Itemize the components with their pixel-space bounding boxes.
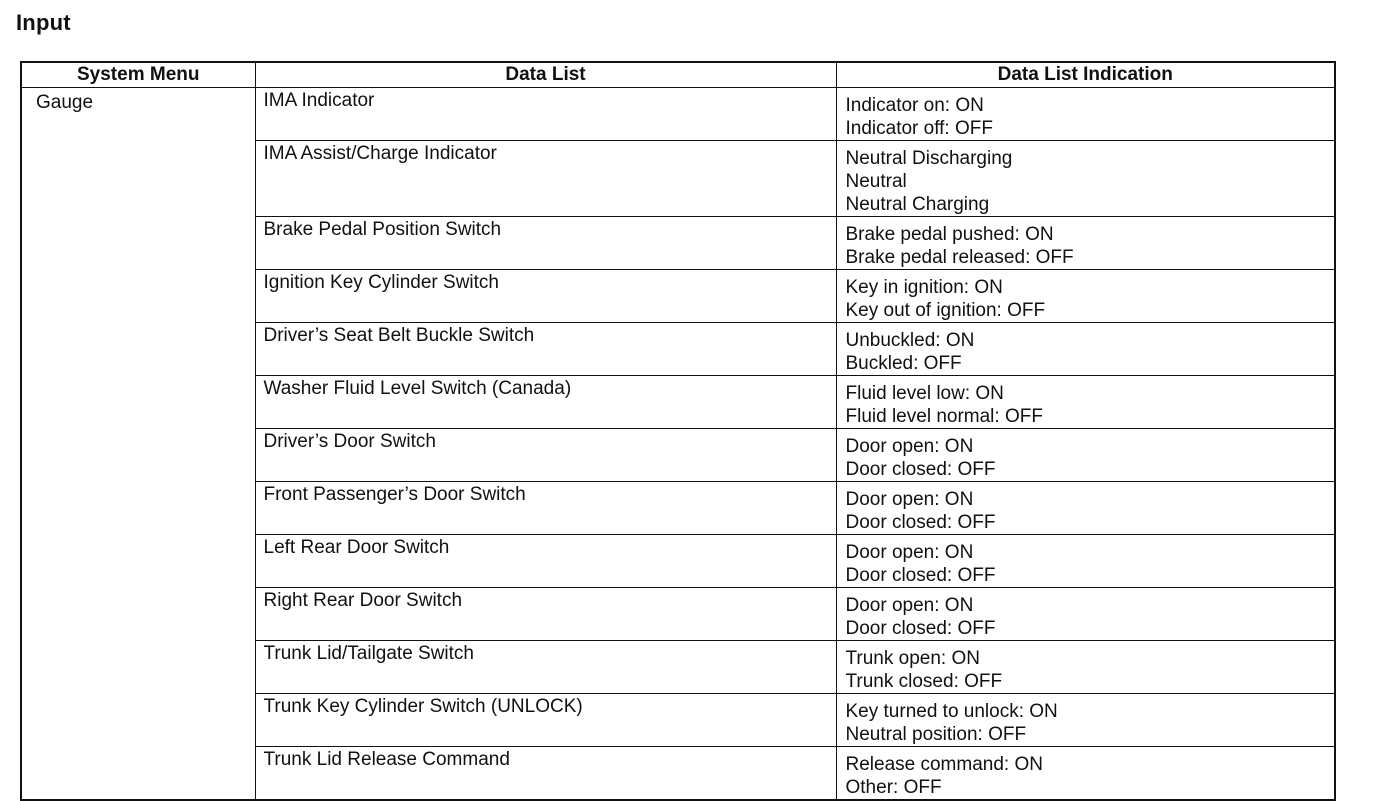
indication-line: Other: OFF	[845, 777, 942, 798]
data-list-indication	[836, 588, 1335, 641]
indication-line: Brake pedal pushed: ON	[845, 224, 1054, 245]
indication-line: Fluid level low: ON	[845, 383, 1004, 404]
data-list-indication	[836, 694, 1335, 747]
data-list-item: Trunk Key Cylinder Switch (UNLOCK)	[255, 694, 836, 747]
indication-line: Door open: ON	[845, 595, 974, 616]
indication-line: Door closed: OFF	[845, 565, 996, 586]
indication-line: Indicator off: OFF	[845, 118, 993, 139]
data-list-indication	[836, 376, 1335, 429]
data-list-item: Front Passenger’s Door Switch	[255, 482, 836, 535]
data-list-indication	[836, 141, 1335, 217]
data-list-item: Driver’s Door Switch	[255, 429, 836, 482]
table-header-row	[21, 62, 1335, 88]
system-menu-cell: Gauge	[21, 88, 255, 801]
data-list-indication	[836, 641, 1335, 694]
indication-line: Neutral	[845, 171, 907, 192]
indication-line: Door closed: OFF	[845, 618, 996, 639]
indication-line: Key in ignition: ON	[845, 277, 1003, 298]
data-list-indication	[836, 270, 1335, 323]
table-body	[21, 88, 1335, 801]
data-list-indication	[836, 217, 1335, 270]
indication-line: Door closed: OFF	[845, 459, 996, 480]
data-list-item: IMA Indicator	[255, 88, 836, 141]
indication-line: Buckled: OFF	[845, 353, 962, 374]
page-heading: Input	[16, 10, 71, 35]
data-list-item: Ignition Key Cylinder Switch	[255, 270, 836, 323]
header-data-list: Data List	[255, 62, 836, 88]
data-list-item: Washer Fluid Level Switch (Canada)	[255, 376, 836, 429]
indication-line: Fluid level normal: OFF	[845, 406, 1043, 427]
header-system-menu: System Menu	[21, 62, 255, 88]
indication-line: Door closed: OFF	[845, 512, 996, 533]
data-list-item: IMA Assist/Charge Indicator	[255, 141, 836, 217]
data-list-indication	[836, 323, 1335, 376]
indication-line: Unbuckled: ON	[845, 330, 975, 351]
data-list-table	[20, 61, 1336, 801]
data-list-indication	[836, 482, 1335, 535]
data-list-item: Driver’s Seat Belt Buckle Switch	[255, 323, 836, 376]
indication-line: Brake pedal released: OFF	[845, 247, 1074, 268]
data-list-indication	[836, 88, 1335, 141]
data-list-indication	[836, 535, 1335, 588]
data-list-indication	[836, 429, 1335, 482]
indication-line: Neutral position: OFF	[845, 724, 1027, 745]
indication-line: Key out of ignition: OFF	[845, 300, 1046, 321]
indication-line: Indicator on: ON	[845, 95, 984, 116]
indication-line: Key turned to unlock: ON	[845, 701, 1058, 722]
data-list-item: Brake Pedal Position Switch	[255, 217, 836, 270]
header-data-list-indication: Data List Indication	[836, 62, 1335, 88]
data-list-item: Right Rear Door Switch	[255, 588, 836, 641]
indication-line: Trunk closed: OFF	[845, 671, 1003, 692]
indication-line: Door open: ON	[845, 436, 974, 457]
indication-line: Door open: ON	[845, 542, 974, 563]
data-list-item: Left Rear Door Switch	[255, 535, 836, 588]
indication-line: Trunk open: ON	[845, 648, 980, 669]
data-list-item: Trunk Lid/Tailgate Switch	[255, 641, 836, 694]
indication-line: Release command: ON	[845, 754, 1043, 775]
data-list-item: Trunk Lid Release Command	[255, 747, 836, 801]
indication-line: Door open: ON	[845, 489, 974, 510]
data-list-indication	[836, 747, 1335, 801]
indication-line: Neutral Charging	[845, 194, 990, 215]
indication-line: Neutral Discharging	[845, 148, 1013, 169]
table-row	[21, 88, 1335, 141]
